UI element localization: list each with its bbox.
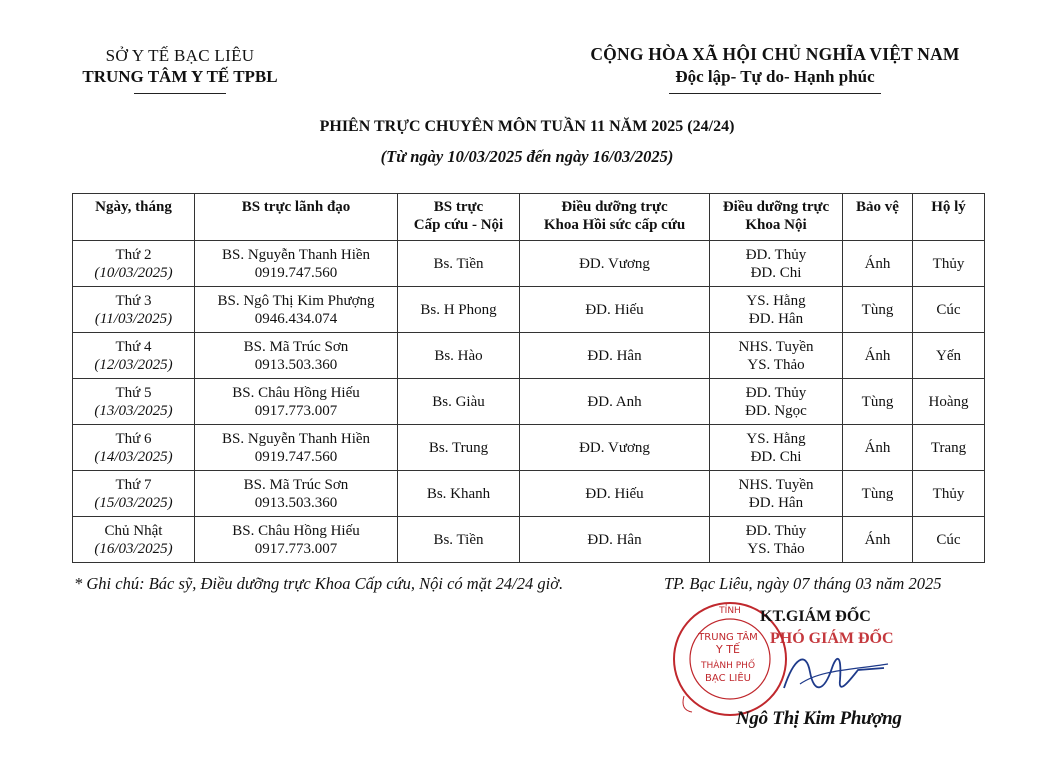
table-cell <box>195 517 398 563</box>
icu-nurse: ĐD. Hân <box>587 531 642 548</box>
date-label: (15/03/2025) <box>94 494 173 511</box>
day-label: Thứ 3 <box>115 292 152 309</box>
table-cell <box>913 333 985 379</box>
table-cell <box>195 379 398 425</box>
table-cell <box>710 379 843 425</box>
table-cell <box>710 241 843 287</box>
table-cell <box>710 333 843 379</box>
er-doctor: Bs. Trung <box>428 439 489 456</box>
column-header <box>520 194 710 241</box>
internal-nurse: ĐD. Ngọc <box>745 402 807 419</box>
table-cell <box>913 241 985 287</box>
er-doctor: Bs. Tiền <box>433 255 484 272</box>
table-row <box>73 333 985 379</box>
leader-name: BS. Châu Hồng Hiếu <box>232 384 360 401</box>
table-cell <box>73 241 195 287</box>
security-guard: Ánh <box>864 439 891 456</box>
er-doctor: Bs. Tiền <box>433 531 484 548</box>
signing-authority: KT.GIÁM ĐỐC <box>760 608 871 625</box>
document-subtitle: (Từ ngày 10/03/2025 đến ngày 16/03/2025) <box>380 147 674 166</box>
orderly: Cúc <box>936 531 961 548</box>
internal-nurse: YS. Hằng <box>746 292 806 309</box>
er-doctor: Bs. H Phong <box>420 301 497 318</box>
internal-nurse: ĐD. Chi <box>750 264 802 281</box>
internal-nurse: NHS. Tuyền <box>738 338 814 355</box>
column-header <box>73 194 195 241</box>
internal-nurse: ĐD. Chi <box>750 448 802 465</box>
column-header-text: Cấp cứu - Nội <box>413 217 504 233</box>
stamp-text-line1: TRUNG TÂM <box>698 632 758 643</box>
day-label: Thứ 7 <box>115 476 152 493</box>
table-cell <box>520 287 710 333</box>
table-cell <box>843 425 913 471</box>
table-cell <box>520 517 710 563</box>
day-label: Thứ 5 <box>115 384 152 401</box>
column-header-text: Điều dưỡng trực <box>722 199 830 215</box>
orderly: Hoàng <box>928 393 969 410</box>
table-cell <box>398 241 520 287</box>
document-title: PHIÊN TRỰC CHUYÊN MÔN TUẦN 11 NĂM 2025 (24/24) <box>319 118 735 135</box>
security-guard: Tùng <box>861 301 894 318</box>
stamp-text-top: TỈNH <box>719 606 741 616</box>
leader-phone: 0913.503.360 <box>254 494 338 511</box>
table-row <box>73 471 985 517</box>
table-cell <box>520 333 710 379</box>
table-cell <box>398 471 520 517</box>
date-label: (13/03/2025) <box>94 402 173 419</box>
column-header-text: Khoa Hồi sức cấp cứu <box>543 217 686 233</box>
er-doctor: Bs. Giàu <box>432 393 485 410</box>
orderly: Trang <box>930 439 967 456</box>
table-cell <box>195 241 398 287</box>
icu-nurse: ĐD. Vương <box>579 439 650 456</box>
internal-nurse: ĐD. Thủy <box>745 522 807 539</box>
orderly: Thủy <box>932 255 965 272</box>
handwritten-signature <box>780 640 890 700</box>
icu-nurse: ĐD. Hiếu <box>585 485 644 502</box>
department-name: SỞ Y TẾ BẠC LIÊU <box>105 46 255 65</box>
table-row <box>73 379 985 425</box>
stamp-text-line2: Y TẾ <box>716 643 740 656</box>
security-guard: Ánh <box>864 347 891 364</box>
table-row <box>73 241 985 287</box>
stamp-text-line3: THÀNH PHỐ <box>700 661 756 671</box>
icu-nurse: ĐD. Vương <box>579 255 650 272</box>
column-header-text: BS trực lãnh đạo <box>241 199 351 215</box>
day-label: Thứ 6 <box>115 430 152 447</box>
leader-phone: 0917.773.007 <box>254 540 338 557</box>
table-cell <box>73 425 195 471</box>
table-cell <box>710 517 843 563</box>
table-header-row <box>73 194 985 241</box>
leader-phone: 0919.747.560 <box>254 448 338 465</box>
security-guard: Tùng <box>861 393 894 410</box>
table-cell <box>710 471 843 517</box>
footnote: * Ghi chú: Bác sỹ, Điều dưỡng trực Khoa Cấp cứu, Nội có mặt 24/24 giờ. <box>74 574 564 593</box>
column-header <box>843 194 913 241</box>
table-cell <box>195 425 398 471</box>
column-header-text: Điều dưỡng trực <box>561 199 668 215</box>
table-cell <box>710 287 843 333</box>
leader-name: BS. Mã Trúc Sơn <box>243 476 349 493</box>
table-cell <box>843 379 913 425</box>
internal-nurse: YS. Thảo <box>747 540 805 557</box>
leader-name: BS. Mã Trúc Sơn <box>243 338 349 355</box>
table-cell <box>843 241 913 287</box>
table-row <box>73 287 985 333</box>
leader-name: BS. Châu Hồng Hiếu <box>232 522 360 539</box>
table-cell <box>843 471 913 517</box>
signature-block <box>660 600 980 750</box>
day-label: Chủ Nhật <box>104 522 163 539</box>
signer-name: Ngô Thị Kim Phượng <box>736 708 902 729</box>
leader-phone: 0946.434.074 <box>254 310 338 327</box>
table-cell <box>398 517 520 563</box>
date-label: (10/03/2025) <box>94 264 173 281</box>
table-cell <box>520 241 710 287</box>
table-cell <box>843 287 913 333</box>
internal-nurse: ĐD. Thủy <box>745 246 807 263</box>
security-guard: Ánh <box>864 531 891 548</box>
table-cell <box>913 379 985 425</box>
column-header <box>195 194 398 241</box>
duty-roster-table <box>72 193 985 563</box>
column-header-text: Ngày, tháng <box>95 199 172 215</box>
internal-nurse: YS. Thảo <box>747 356 805 373</box>
column-header <box>398 194 520 241</box>
table-cell <box>195 471 398 517</box>
internal-nurse: YS. Hằng <box>746 430 806 447</box>
internal-nurse: NHS. Tuyền <box>738 476 814 493</box>
orderly: Yến <box>936 347 961 364</box>
leader-name: BS. Nguyễn Thanh Hiền <box>221 430 371 447</box>
table-row <box>73 517 985 563</box>
table-cell <box>73 517 195 563</box>
country-name: CỘNG HÒA XÃ HỘI CHỦ NGHĨA VIỆT NAM <box>590 44 960 64</box>
table-cell <box>913 425 985 471</box>
column-header <box>710 194 843 241</box>
leader-phone: 0913.503.360 <box>254 356 338 373</box>
column-header-text: BS trực <box>433 199 484 215</box>
column-header-text: Hộ lý <box>931 199 966 215</box>
column-header-text: Khoa Nội <box>745 217 807 233</box>
er-doctor: Bs. Hào <box>434 347 483 364</box>
table-cell <box>843 333 913 379</box>
icu-nurse: ĐD. Anh <box>587 393 642 410</box>
internal-nurse: ĐD. Thủy <box>745 384 807 401</box>
internal-nurse: ĐD. Hân <box>748 494 804 511</box>
security-guard: Tùng <box>861 485 894 502</box>
date-label: (14/03/2025) <box>94 448 173 465</box>
motto: Độc lập- Tự do- Hạnh phúc <box>675 67 875 86</box>
column-header-text: Bảo vệ <box>856 199 899 215</box>
header-underline <box>134 93 226 94</box>
table-row <box>73 425 985 471</box>
orderly: Thủy <box>932 485 965 502</box>
agency-header <box>60 46 300 94</box>
table-cell <box>398 379 520 425</box>
icu-nurse: ĐD. Hiếu <box>585 301 644 318</box>
leader-name: BS. Ngô Thị Kim Phượng <box>217 292 375 309</box>
national-header <box>565 44 985 94</box>
table-cell <box>398 425 520 471</box>
er-doctor: Bs. Khanh <box>426 485 491 502</box>
table-cell <box>520 425 710 471</box>
date-label: (12/03/2025) <box>94 356 173 373</box>
table-cell <box>73 379 195 425</box>
day-label: Thứ 2 <box>115 246 152 263</box>
table-cell <box>73 333 195 379</box>
internal-nurse: ĐD. Hân <box>748 310 804 327</box>
icu-nurse: ĐD. Hân <box>587 347 642 364</box>
table-body <box>73 241 985 563</box>
orderly: Cúc <box>936 301 961 318</box>
leader-phone: 0919.747.560 <box>254 264 338 281</box>
security-guard: Ánh <box>864 255 891 272</box>
leader-phone: 0917.773.007 <box>254 402 338 419</box>
table-cell <box>398 333 520 379</box>
table-cell <box>73 471 195 517</box>
table-cell <box>710 425 843 471</box>
table-cell <box>195 333 398 379</box>
date-label: (11/03/2025) <box>94 310 173 327</box>
place-and-date: TP. Bạc Liêu, ngày 07 tháng 03 năm 2025 <box>664 574 942 593</box>
table-cell <box>913 517 985 563</box>
table-cell <box>520 471 710 517</box>
table-cell <box>398 287 520 333</box>
leader-name: BS. Nguyễn Thanh Hiền <box>221 246 371 263</box>
center-name: TRUNG TÂM Y TẾ TPBL <box>82 67 278 86</box>
table-cell <box>520 379 710 425</box>
stamp-text-line4: BẠC LIÊU <box>704 673 752 684</box>
column-header <box>913 194 985 241</box>
table-cell <box>843 517 913 563</box>
table-cell <box>913 287 985 333</box>
table-cell <box>913 471 985 517</box>
motto-underline <box>669 93 881 94</box>
day-label: Thứ 4 <box>115 338 152 355</box>
table-cell <box>73 287 195 333</box>
signer-position: PHÓ GIÁM ĐỐC <box>770 630 894 647</box>
date-label: (16/03/2025) <box>94 540 173 557</box>
table-cell <box>195 287 398 333</box>
